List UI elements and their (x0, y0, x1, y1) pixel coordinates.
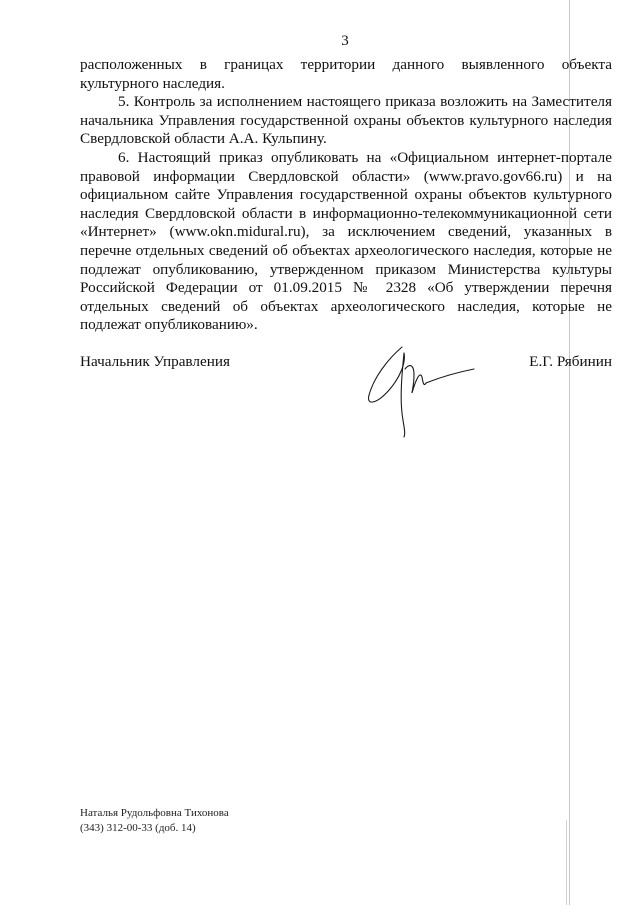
document-body (80, 56, 612, 335)
signatory-title: Начальник Управления (80, 353, 230, 370)
paragraph-item-6: 6. Настоящий приказ опубликовать на «Официальном интернет-портале правовой информации Свердловской области» (www.pravo.gov66.ru) и на официальном сайте Управления государственной охраны объектов культурного наследия Свердловской области в информационно-телекоммуникационной сети «Интернет» (www.okn.midural.ru), за исключением сведений, указанных в перечне отдельных сведений об объектах археологического наследия, которые не подлежат опубликованию, утвержденном приказом Министерства культуры Российской Федерации от 01.09.2015 № 2328 «Об утверждении перечня отдельных сведений об объектах археологического наследия, которые не подлежат опубликованию». (80, 148, 612, 334)
paragraph-continuation: расположенных в границах территории данного выявленного объекта культурного наследия. (80, 56, 612, 92)
page-number: 3 (341, 33, 349, 49)
executor-name: Наталья Рудольфовна Тихонова (80, 807, 229, 819)
executor-phone: (343) 312-00-33 (доб. 14) (80, 822, 196, 834)
signatory-name: Е.Г. Рябинин (529, 353, 612, 370)
executor-contact (80, 806, 380, 836)
scan-edge-line-secondary (566, 820, 567, 905)
paragraph-item-5: 5. Контроль за исполнением настоящего приказа возложить на Заместителя начальника Управления государственной охраны объектов культурного наследия Свердловской области А.А. Кульпину. (80, 93, 612, 148)
handwritten-signature (366, 333, 478, 438)
